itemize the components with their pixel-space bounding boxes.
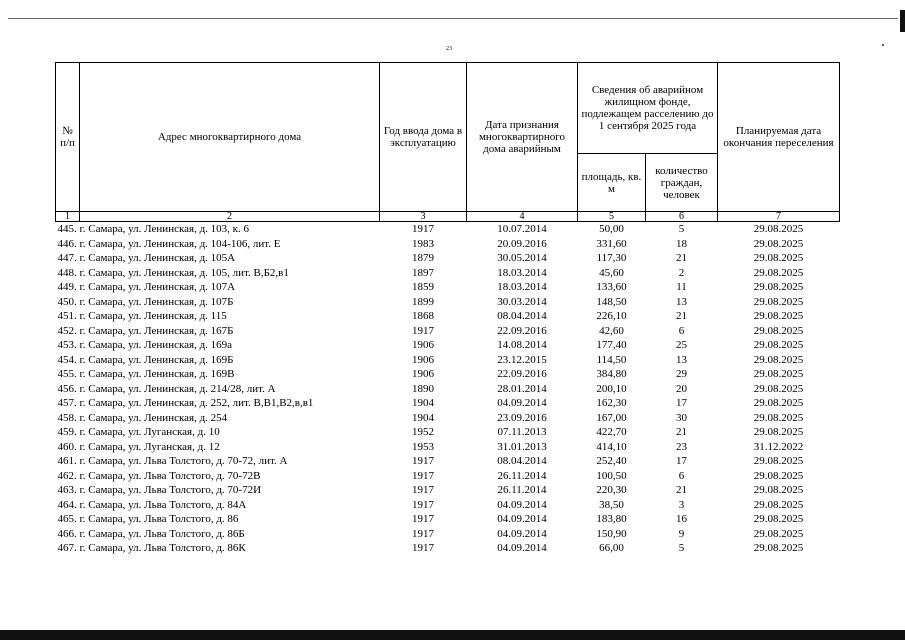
table-row xyxy=(56,411,840,426)
area-cell: 226,10 xyxy=(596,310,627,323)
planned-date-cell: 29.08.2025 xyxy=(753,223,804,236)
area-cell: 117,30 xyxy=(596,252,627,265)
recognition-date-cell: 10.07.2014 xyxy=(497,223,547,236)
year-cell: 1917 xyxy=(412,324,434,337)
table-row xyxy=(56,440,840,455)
address-cell: 461. г. Самара, ул. Льва Толстого, д. 70-72, лит. А xyxy=(57,455,288,468)
table-row xyxy=(56,527,840,542)
address-cell: 458. г. Самара, ул. Ленинская, д. 254 xyxy=(57,411,228,424)
column-number: 6 xyxy=(646,212,718,222)
area-cell: 422,70 xyxy=(596,426,627,439)
address-cell: 457. г. Самара, ул. Ленинская, д. 252, лит. В,В1,В2,в,в1 xyxy=(57,397,314,410)
people-cell: 6 xyxy=(678,324,685,337)
year-cell: 1906 xyxy=(412,339,434,352)
header-housing-fund: Сведения об аварийном жилищном фонде, подлежащем расселению до 1 сентября 2025 года xyxy=(578,63,718,154)
year-cell: 1952 xyxy=(412,426,434,439)
year-cell: 1917 xyxy=(412,498,434,511)
table-row xyxy=(56,266,840,281)
area-cell: 220,30 xyxy=(596,484,627,497)
year-cell: 1917 xyxy=(412,455,434,468)
address-cell: 467. г. Самара, ул. Льва Толстого, д. 86К xyxy=(57,542,246,555)
address-cell: 463. г. Самара, ул. Льва Толстого, д. 70-72И xyxy=(57,484,262,497)
recognition-date-cell: 22.09.2016 xyxy=(497,324,547,337)
planned-date-cell: 29.08.2025 xyxy=(753,397,804,410)
people-cell: 16 xyxy=(676,513,687,526)
table-row xyxy=(56,498,840,513)
table-row xyxy=(56,396,840,411)
people-cell: 11 xyxy=(676,281,687,294)
people-cell: 3 xyxy=(678,498,685,511)
recognition-date-cell: 26.11.2014 xyxy=(497,469,547,482)
emergency-housing-table xyxy=(55,62,840,556)
area-cell: 167,00 xyxy=(596,411,627,424)
year-cell: 1868 xyxy=(412,310,434,323)
planned-date-cell: 29.08.2025 xyxy=(753,498,804,511)
planned-date-cell: 29.08.2025 xyxy=(753,426,804,439)
planned-date-cell: 29.08.2025 xyxy=(753,527,804,540)
people-cell: 20 xyxy=(676,382,687,395)
planned-date-cell: 29.08.2025 xyxy=(753,469,804,482)
planned-date-cell: 29.08.2025 xyxy=(753,411,804,424)
recognition-date-cell: 23.12.2015 xyxy=(497,353,547,366)
area-cell: 148,50 xyxy=(596,295,627,308)
area-cell: 183,80 xyxy=(596,513,627,526)
planned-date-cell: 29.08.2025 xyxy=(753,382,804,395)
recognition-date-cell: 04.09.2014 xyxy=(497,527,547,540)
planned-date-cell: 29.08.2025 xyxy=(753,295,804,308)
address-cell: 450. г. Самара, ул. Ленинская, д. 107Б xyxy=(57,295,234,308)
year-cell: 1859 xyxy=(412,281,434,294)
recognition-date-cell: 30.05.2014 xyxy=(497,252,547,265)
address-cell: 446. г. Самара, ул. Ленинская, д. 104-106, лит. Е xyxy=(57,237,281,250)
area-cell: 100,50 xyxy=(596,469,627,482)
address-cell: 447. г. Самара, ул. Ленинская, д. 105А xyxy=(57,252,236,265)
people-cell: 5 xyxy=(678,542,685,555)
recognition-date-cell: 31.01.2013 xyxy=(497,440,547,453)
year-cell: 1890 xyxy=(412,382,434,395)
table-row xyxy=(56,512,840,527)
year-cell: 1906 xyxy=(412,368,434,381)
year-cell: 1917 xyxy=(412,542,434,555)
top-border-line xyxy=(8,18,898,19)
address-cell: 466. г. Самара, ул. Льва Толстого, д. 86Б xyxy=(57,527,245,540)
header-recognition-date: Дата признания многоквартирного дома аварийным xyxy=(467,63,578,212)
year-cell: 1917 xyxy=(412,513,434,526)
address-cell: 449. г. Самара, ул. Ленинская, д. 107А xyxy=(57,281,236,294)
header-people: количество граждан, человек xyxy=(646,154,718,212)
area-cell: 45,60 xyxy=(599,266,624,279)
people-cell: 23 xyxy=(676,440,687,453)
table-row xyxy=(56,324,840,339)
area-cell: 414,10 xyxy=(596,440,627,453)
column-number: 5 xyxy=(578,212,646,222)
table-row xyxy=(56,382,840,397)
area-cell: 133,60 xyxy=(596,281,627,294)
bottom-border-bar xyxy=(0,630,905,640)
year-cell: 1917 xyxy=(412,469,434,482)
recognition-date-cell: 08.04.2014 xyxy=(497,455,547,468)
table-row xyxy=(56,367,840,382)
planned-date-cell: 29.08.2025 xyxy=(753,513,804,526)
area-cell: 331,60 xyxy=(596,237,627,250)
page-number: 23 xyxy=(446,46,452,52)
planned-date-cell: 29.08.2025 xyxy=(753,542,804,555)
planned-date-cell: 29.08.2025 xyxy=(753,324,804,337)
table-row xyxy=(56,295,840,310)
year-cell: 1904 xyxy=(412,397,434,410)
recognition-date-cell: 07.11.2013 xyxy=(497,426,547,439)
table-row xyxy=(56,483,840,498)
people-cell: 5 xyxy=(678,223,685,236)
recognition-date-cell: 22.09.2016 xyxy=(497,368,547,381)
planned-date-cell: 29.08.2025 xyxy=(753,252,804,265)
year-cell: 1904 xyxy=(412,411,434,424)
table-row xyxy=(56,454,840,469)
header-year: Год ввода дома в эксплуатацию xyxy=(380,63,467,212)
address-cell: 448. г. Самара, ул. Ленинская, д. 105, лит. В,Б2,в1 xyxy=(57,266,289,279)
table-body xyxy=(56,222,840,556)
people-cell: 6 xyxy=(678,469,685,482)
planned-date-cell: 31.12.2022 xyxy=(753,440,804,453)
address-cell: 464. г. Самара, ул. Льва Толстого, д. 84А xyxy=(57,498,247,511)
address-cell: 454. г. Самара, ул. Ленинская, д. 169Б xyxy=(57,353,234,366)
header-num: № п/п xyxy=(56,63,80,212)
area-cell: 252,40 xyxy=(596,455,627,468)
table-row xyxy=(56,425,840,440)
planned-date-cell: 29.08.2025 xyxy=(753,310,804,323)
column-number: 1 xyxy=(56,212,80,222)
area-cell: 162,30 xyxy=(596,397,627,410)
people-cell: 30 xyxy=(676,411,687,424)
area-cell: 384,80 xyxy=(596,368,627,381)
area-cell: 200,10 xyxy=(596,382,627,395)
people-cell: 17 xyxy=(676,455,687,468)
people-cell: 21 xyxy=(676,426,687,439)
table-row xyxy=(56,237,840,252)
people-cell: 21 xyxy=(676,484,687,497)
people-cell: 21 xyxy=(676,252,687,265)
recognition-date-cell: 14.08.2014 xyxy=(497,339,547,352)
recognition-date-cell: 20.09.2016 xyxy=(497,237,547,250)
area-cell: 50,00 xyxy=(599,223,624,236)
year-cell: 1953 xyxy=(412,440,434,453)
year-cell: 1917 xyxy=(412,223,434,236)
address-cell: 462. г. Самара, ул. Льва Толстого, д. 70-72В xyxy=(57,469,261,482)
planned-date-cell: 29.08.2025 xyxy=(753,281,804,294)
recognition-date-cell: 30.03.2014 xyxy=(497,295,547,308)
recognition-date-cell: 23.09.2016 xyxy=(497,411,547,424)
planned-date-cell: 29.08.2025 xyxy=(753,368,804,381)
area-cell: 150,90 xyxy=(596,527,627,540)
column-number: 2 xyxy=(80,212,380,222)
table-row xyxy=(56,280,840,295)
column-number: 7 xyxy=(718,212,840,222)
planned-date-cell: 29.08.2025 xyxy=(753,339,804,352)
table-row xyxy=(56,222,840,237)
year-cell: 1917 xyxy=(412,527,434,540)
people-cell: 25 xyxy=(676,339,687,352)
year-cell: 1879 xyxy=(412,252,434,265)
year-cell: 1906 xyxy=(412,353,434,366)
year-cell: 1897 xyxy=(412,266,434,279)
column-number: 3 xyxy=(380,212,467,222)
people-cell: 17 xyxy=(676,397,687,410)
people-cell: 9 xyxy=(678,527,685,540)
address-cell: 445. г. Самара, ул. Ленинская, д. 103, к. 6 xyxy=(57,223,250,236)
area-cell: 38,50 xyxy=(599,498,624,511)
recognition-date-cell: 04.09.2014 xyxy=(497,542,547,555)
year-cell: 1917 xyxy=(412,484,434,497)
table-row xyxy=(56,309,840,324)
year-cell: 1983 xyxy=(412,237,434,250)
area-cell: 114,50 xyxy=(596,353,627,366)
people-cell: 13 xyxy=(676,295,687,308)
table-row xyxy=(56,338,840,353)
year-cell: 1899 xyxy=(412,295,434,308)
recognition-date-cell: 18.03.2014 xyxy=(497,266,547,279)
address-cell: 451. г. Самара, ул. Ленинская, д. 115 xyxy=(57,310,227,323)
column-number: 4 xyxy=(467,212,578,222)
address-cell: 460. г. Самара, ул. Луганская, д. 12 xyxy=(57,440,220,453)
planned-date-cell: 29.08.2025 xyxy=(753,484,804,497)
planned-date-cell: 29.08.2025 xyxy=(753,455,804,468)
scan-edge-mark xyxy=(900,10,905,32)
people-cell: 29 xyxy=(676,368,687,381)
table-row xyxy=(56,541,840,556)
area-cell: 42,60 xyxy=(599,324,624,337)
address-cell: 452. г. Самара, ул. Ленинская, д. 167Б xyxy=(57,324,234,337)
address-cell: 455. г. Самара, ул. Ленинская, д. 169В xyxy=(57,368,235,381)
header-address: Адрес многоквартирного дома xyxy=(80,63,380,212)
area-cell: 177,40 xyxy=(596,339,627,352)
people-cell: 21 xyxy=(676,310,687,323)
address-cell: 465. г. Самара, ул. Льва Толстого, д. 86 xyxy=(57,513,239,526)
people-cell: 2 xyxy=(678,266,685,279)
planned-date-cell: 29.08.2025 xyxy=(753,353,804,366)
people-cell: 18 xyxy=(676,237,687,250)
address-cell: 459. г. Самара, ул. Луганская, д. 10 xyxy=(57,426,220,439)
people-cell: 13 xyxy=(676,353,687,366)
recognition-date-cell: 28.01.2014 xyxy=(497,382,547,395)
table-row xyxy=(56,251,840,266)
address-cell: 453. г. Самара, ул. Ленинская, д. 169а xyxy=(57,339,233,352)
recognition-date-cell: 04.09.2014 xyxy=(497,498,547,511)
recognition-date-cell: 08.04.2014 xyxy=(497,310,547,323)
recognition-date-cell: 04.09.2014 xyxy=(497,397,547,410)
area-cell: 66,00 xyxy=(599,542,624,555)
table-row xyxy=(56,469,840,484)
recognition-date-cell: 26.11.2014 xyxy=(497,484,547,497)
address-cell: 456. г. Самара, ул. Ленинская, д. 214/28, лит. А xyxy=(57,382,276,395)
table-row xyxy=(56,353,840,368)
header-area: площадь, кв. м xyxy=(578,154,646,212)
recognition-date-cell: 04.09.2014 xyxy=(497,513,547,526)
header-planned-date: Планируемая дата окончания переселения xyxy=(718,63,840,212)
recognition-date-cell: 18.03.2014 xyxy=(497,281,547,294)
planned-date-cell: 29.08.2025 xyxy=(753,237,804,250)
scan-dot xyxy=(882,44,884,46)
planned-date-cell: 29.08.2025 xyxy=(753,266,804,279)
